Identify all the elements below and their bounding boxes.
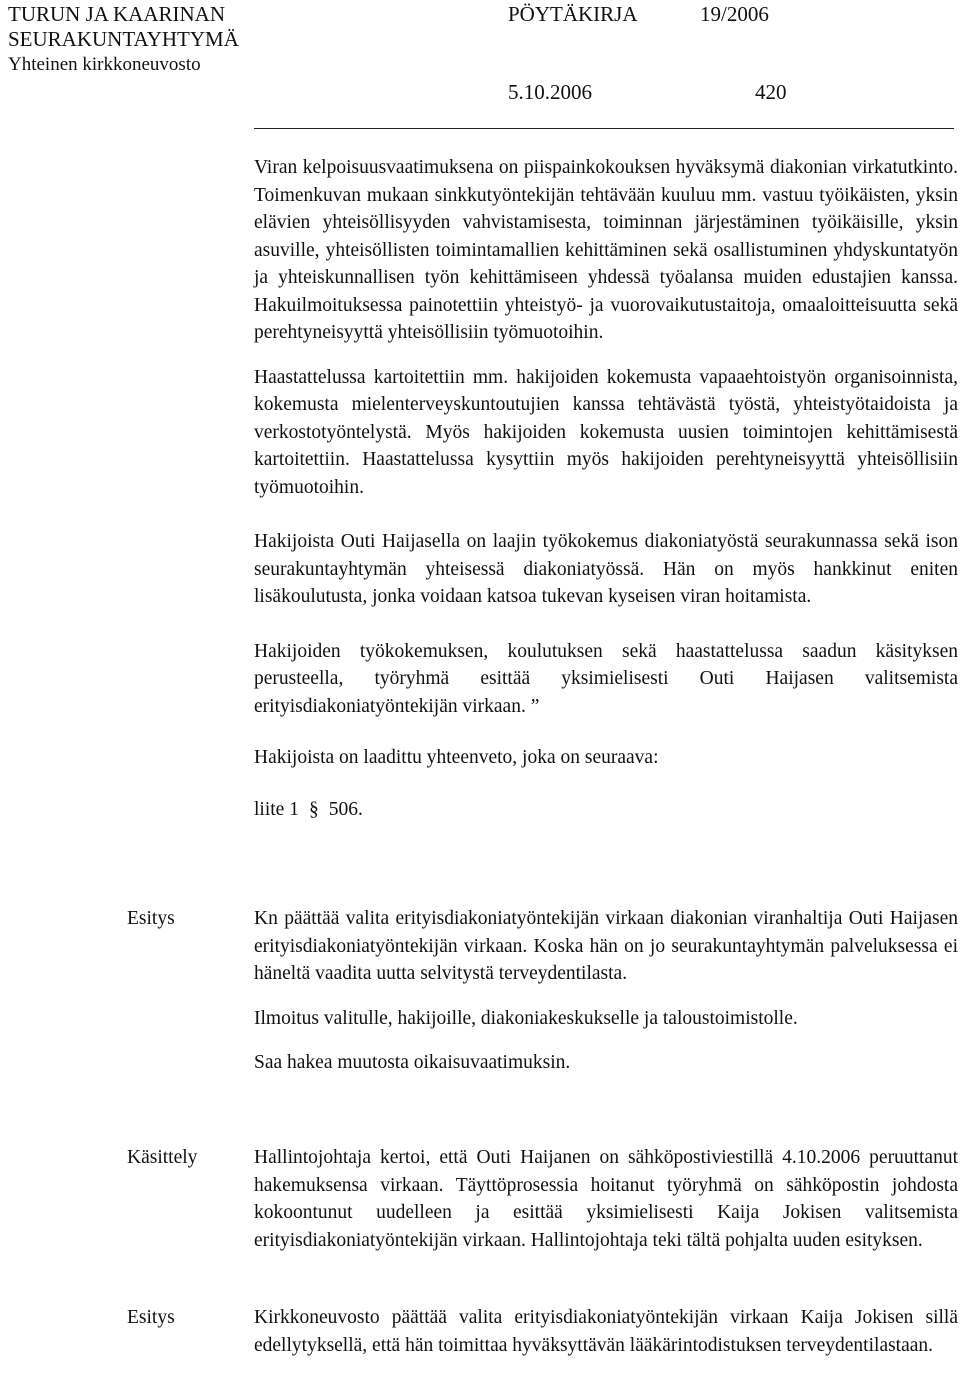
board-name: Yhteinen kirkkoneuvosto — [8, 54, 201, 75]
meeting-date: 5.10.2006 — [508, 80, 592, 104]
section-label-esitys: Esitys — [127, 908, 175, 929]
handling-text: Hallintojohtaja kertoi, että Outi Haijanen on sähköpostiviestillä 4.10.2006 peruuttanut hakemuksensa virkaan. Täyttöprosessia hoitanut työryhmä on sähköpostin johdosta kokoontunut uudelleen ja esittää yksimielisesti Kaija Jokisen valitsemista erityisdiakoniatyöntekijän virkaan. Hallintojohtaja teki tältä pohjalta uuden esityksen. — [254, 1147, 958, 1251]
section-sign: § — [308, 798, 319, 820]
appeal-text: Saa hakea muutosta oikaisuvaatimuksin. — [254, 1052, 571, 1073]
section-esitys-2 — [254, 1304, 958, 1359]
attachment-reference — [254, 796, 958, 824]
decision-text: Kirkkoneuvosto päättää valita erityisdiakoniatyöntekijän virkaan Kaija Jokisen sillä edellytyksellä, että hän toimittaa hyväksyttävän lääkärintodistuksen terveydentilastaan. — [254, 1307, 958, 1356]
paragraph-summary: Hakijoista on laadittu yhteenveto, joka on seuraava: — [254, 747, 659, 768]
page-number: 420 — [755, 80, 787, 104]
paragraph-recommendation: Hakijoiden työkokemuksen, koulutuksen sekä haastattelussa saadun käsityksen perusteella, työryhmä esittää yksimielisesti Outi Haijasen valitsemista erityisdiakoniatyöntekijän virkaan. ” — [254, 640, 958, 717]
document-body — [254, 154, 958, 823]
section-esitys-1 — [254, 905, 958, 1077]
document-type: PÖYTÄKIRJA — [508, 2, 638, 26]
section-kasittely — [254, 1144, 958, 1254]
document-number: 19/2006 — [700, 2, 769, 26]
org-name: TURUN JA KAARINAN — [8, 2, 226, 26]
proposal-text: Kn päättää valita erityisdiakoniatyöntekijän virkaan diakonian viranhaltija Outi Haijasen erityisdiakoniatyöntekijän virkaan. Koska hän on jo seurakuntayhtymän palveluksessa ei häneltä vaadita uutta selvitystä terveydentilasta. — [254, 908, 958, 984]
paragraph-interview: Haastattelussa kartoitettiin mm. hakijoiden kokemusta vapaaehtoistyön organisoinnista, kokemusta mielenterveyskuntoutujien kanssa tehtävästä työstä, yhteistyötaidoista ja verkostotyöntelystä. Myös hakijoiden kokemusta uusien toimintojen kehittämisestä kartoitettiin. Haastattelussa kysyttiin myös hakijoiden perehtyneisyyttä yhteisöllisiin työmuotoihin. — [254, 366, 958, 498]
paragraph-candidate: Hakijoista Outi Haijasella on laajin työkokemus diakoniatyöstä seurakunnassa sekä ison seurakuntayhtymän yhteisessä diakoniatyössä. Hän on myös hankkinut eniten lisäkoulutusta, jonka voidaan katsoa tukevan kyseisen viran hoitamista. — [254, 531, 958, 607]
org-unit: SEURAKUNTAYHTYMÄ — [8, 27, 239, 51]
notification-text: Ilmoitus valitulle, hakijoille, diakoniakeskukselle ja taloustoimistolle. — [254, 1007, 798, 1029]
paragraph-qualifications: Viran kelpoisuusvaatimuksena on piispainkokouksen hyväksymä diakonian virkatutkinto. Toimenkuvan mukaan sinkkutyöntekijän tehtävään kuuluu mm. vastuu työikäisten, yksin elävien yhteisöllisyyden vahvistamisesta, toiminnan järjestäminen työikäisille, yksin asuville, yhteisöllisten toimintamallien kehittäminen sekä osallistuminen yhdyskuntatyön ja yhteiskunnallisen työn kehittämiseen yhdessä työalansa muiden edustajien kanssa. Hakuilmoituksessa painotettiin yhteistyö- ja vuorovaikutustaitoja, omaaloitteisuutta sekä perehtyneisyyttä yhteisöllisiin työmuotoihin. — [254, 157, 958, 343]
header-divider — [254, 128, 954, 129]
attachment-label: liite 1 — [254, 798, 299, 820]
attachment-number: 506. — [328, 798, 363, 820]
page-header — [0, 0, 960, 135]
section-label-kasittely: Käsittely — [127, 1147, 198, 1168]
section-label-esitys-2: Esitys — [127, 1307, 175, 1328]
